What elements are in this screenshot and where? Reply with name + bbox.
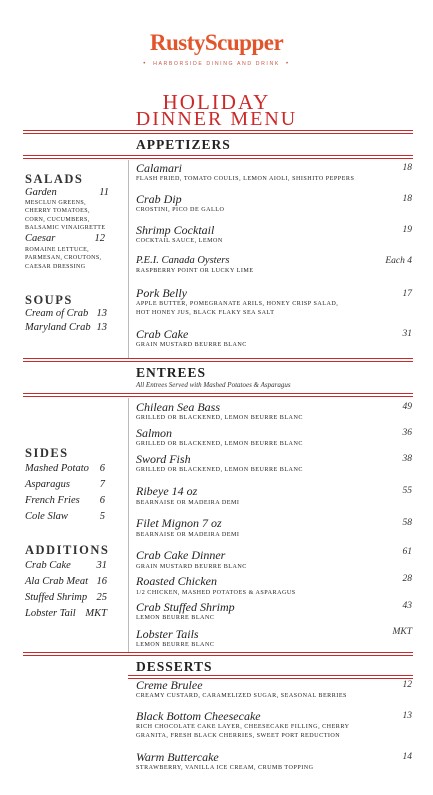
side-name: Asparagus [25, 479, 70, 490]
entree-price: 28 [402, 574, 412, 584]
entree-description: GRILLED OR BLACKENED, LEMON BEURRE BLANC [136, 467, 303, 473]
entree-price: 55 [402, 486, 412, 496]
divider-rule [23, 130, 413, 131]
sidebar-heading-additions: ADDITIONS [25, 543, 110, 557]
appetizer-description [136, 300, 391, 318]
salad-name: Garden [25, 187, 57, 198]
appetizer-price: 17 [402, 289, 412, 299]
divider-rule [23, 393, 413, 394]
soup-name: Cream of Crab [25, 308, 89, 319]
entree-name: Chilean Sea Bass [136, 400, 220, 414]
appetizer-name: Calamari [136, 161, 183, 175]
entree-price: 43 [402, 601, 412, 611]
entree-name: Salmon [136, 426, 172, 440]
tagline-bullet-left: • [143, 61, 147, 67]
appetizer-description: GRAIN MUSTARD BEURRE BLANC [136, 342, 247, 348]
entree-name: Crab Stuffed Shrimp [136, 600, 235, 614]
appetizer-description: FLASH FRIED, TOMATO COULIS, LEMON AIOLI, SHISHITO PEPPERS [136, 176, 355, 182]
column-divider [128, 160, 129, 358]
side-name: French Fries [25, 495, 80, 506]
entree-price: 61 [402, 547, 412, 557]
appetizer-name: P.E.I. Canada Oysters [136, 255, 230, 266]
entree-name: Lobster Tails [136, 627, 199, 641]
appetizer-name: Pork Belly [136, 286, 187, 300]
entree-name: Filet Mignon 7 oz [136, 516, 222, 530]
desc-line: HOT HONEY JUS, BLACK FLAKY SEA SALT [136, 309, 275, 316]
dessert-price: 12 [402, 680, 412, 690]
tagline [0, 61, 433, 67]
menu-title-line2: DINNER MENU [135, 108, 298, 130]
entree-description: BEARNAISE OR MADEIRA DEMI [136, 500, 240, 506]
entree-price: MKT [392, 627, 412, 637]
entree-description: GRILLED OR BLACKENED, LEMON BEURRE BLANC [136, 441, 303, 447]
dessert-name: Warm Buttercake [136, 750, 219, 764]
section-heading-appetizers: APPETIZERS [136, 137, 231, 152]
dessert-description: CREAMY CUSTARD, CARAMELIZED SUGAR, SEASONAL BERRIES [136, 693, 347, 699]
entree-price: 36 [402, 428, 412, 438]
dessert-name: Black Bottom Cheesecake [136, 709, 261, 723]
divider-rule [23, 652, 413, 653]
desc-line: APPLE BUTTER, POMEGRANATE ARILS, HONEY CRISP SALAD, [136, 301, 339, 307]
soup-name: Maryland Crab [25, 322, 91, 333]
desc-line: BALSAMIC VINAIGRETTE [25, 224, 106, 231]
soup-price: 13 [96, 322, 107, 333]
appetizer-price: 19 [402, 225, 412, 235]
appetizer-name: Crab Dip [136, 192, 182, 206]
appetizer-price: 18 [402, 194, 412, 204]
appetizer-description: COCKTAIL SAUCE, LEMON [136, 238, 223, 244]
entree-price: 38 [402, 454, 412, 464]
sidebar-heading-sides: SIDES [25, 446, 69, 460]
menu-title-line1: HOLIDAY [162, 90, 271, 114]
addition-price: 25 [96, 592, 107, 603]
entree-description: 1/2 CHICKEN, MASHED POTATOES & ASPARAGUS [136, 590, 296, 596]
divider-rule [23, 133, 413, 134]
desc-line: CAESAR DRESSING [25, 263, 86, 270]
entrees-note: All Entrees Served with Mashed Potatoes & Asparagus [136, 381, 291, 389]
appetizer-description: CROSTINI, PICO DE GALLO [136, 207, 225, 213]
dessert-description: STRAWBERRY, VANILLA ICE CREAM, CRUMB TOPPING [136, 765, 314, 771]
entree-name: Ribeye 14 oz [136, 484, 198, 498]
addition-name: Crab Cake [25, 560, 71, 571]
entree-name: Sword Fish [136, 452, 191, 466]
addition-name: Lobster Tail [25, 608, 76, 619]
addition-price: MKT [85, 608, 107, 619]
desc-line: ROMAINE LETTUCE, [25, 247, 90, 253]
dessert-description [136, 723, 391, 741]
dessert-price: 13 [402, 711, 412, 721]
dessert-price: 14 [402, 752, 412, 762]
appetizer-name: Shrimp Cocktail [136, 223, 215, 237]
salad-name: Caesar [25, 233, 56, 244]
side-price: 7 [99, 479, 105, 490]
restaurant-logo: RustyScupper [149, 30, 284, 55]
appetizer-price: Each 4 [385, 256, 412, 266]
tagline-bullet-right: • [285, 61, 290, 67]
divider-rule [23, 655, 413, 656]
tagline-text: HARBORSIDE DINING AND DRINK [153, 61, 280, 67]
entree-description: GRAIN MUSTARD BEURRE BLANC [136, 564, 247, 570]
entree-price: 49 [402, 402, 412, 412]
divider-rule [23, 155, 413, 156]
entree-description: GRILLED OR BLACKENED, LEMON BEURRE BLANC [136, 415, 303, 421]
appetizer-price: 31 [402, 329, 412, 339]
entree-description: LEMON BEURRE BLANC [136, 615, 215, 621]
entree-description: LEMON BEURRE BLANC [136, 642, 215, 648]
desc-line: CHERRY TOMATOES, [25, 208, 90, 215]
divider-rule [23, 361, 413, 362]
entree-price: 58 [402, 518, 412, 528]
salad-description [25, 246, 125, 271]
addition-name: Ala Crab Meat [25, 576, 88, 587]
desc-line: CORN, CUCUMBERS, [25, 216, 90, 223]
desc-line: MESCLUN GREENS, [25, 200, 87, 206]
side-name: Mashed Potato [25, 463, 89, 474]
entree-name: Crab Cake Dinner [136, 548, 226, 562]
section-heading-desserts: DESSERTS [136, 659, 213, 674]
addition-name: Stuffed Shrimp [25, 592, 88, 603]
divider-rule [128, 675, 413, 676]
soup-price: 13 [96, 308, 107, 319]
side-name: Cole Slaw [25, 511, 68, 522]
divider-rule [23, 358, 413, 359]
addition-price: 31 [96, 560, 107, 571]
entree-description: BEARNAISE OR MADEIRA DEMI [136, 532, 240, 538]
divider-rule [23, 396, 413, 397]
desc-line: PARMESAN, CROUTONS, [25, 255, 102, 262]
divider-rule [23, 158, 413, 159]
sidebar-heading-soups: SOUPS [25, 293, 73, 307]
column-divider [128, 398, 129, 652]
sidebar-heading-salads: SALADS [25, 172, 84, 186]
section-heading-entrees: ENTREES [136, 365, 207, 380]
appetizer-name: Crab Cake [136, 327, 189, 341]
side-price: 5 [99, 511, 105, 522]
salad-price: 11 [99, 187, 109, 198]
salad-price: 12 [94, 233, 105, 244]
side-price: 6 [99, 495, 105, 506]
side-price: 6 [99, 463, 105, 474]
desc-line: RICH CHOCOLATE CAKE LAYER, CHEESECAKE FILLING, CHERRY [136, 724, 350, 730]
appetizer-price: 18 [402, 163, 412, 173]
entree-name: Roasted Chicken [136, 574, 217, 588]
dessert-name: Creme Brulee [136, 678, 203, 692]
addition-price: 16 [96, 576, 107, 587]
desc-line: GRANITA, FRESH BLACK CHERRIES, SWEET PORT REDUCTION [136, 732, 341, 739]
salad-description [25, 199, 125, 232]
appetizer-description: RASPBERRY POINT OR LUCKY LIME [136, 268, 254, 274]
